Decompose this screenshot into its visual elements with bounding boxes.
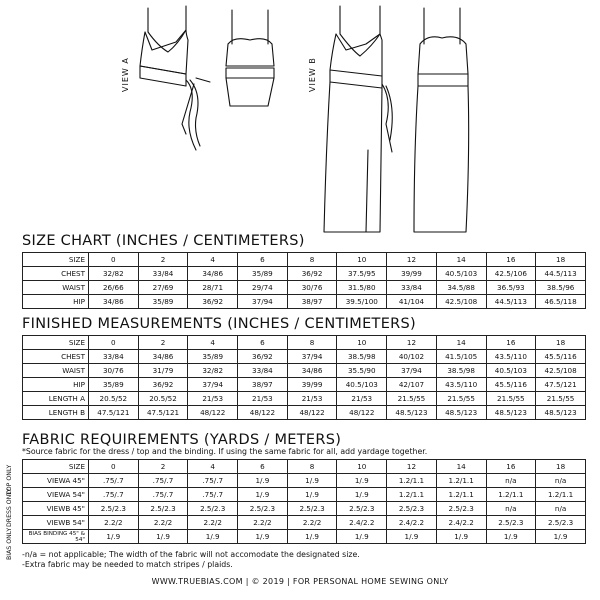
table-cell: 39/99 [387, 267, 437, 281]
table-row [23, 295, 586, 309]
table-row [23, 488, 586, 502]
table-cell: 2.5/2.3 [238, 502, 288, 516]
size-cell: 12 [387, 336, 437, 350]
table-cell: 1/.9 [486, 530, 536, 544]
table-cell: 21.5/55 [436, 392, 486, 406]
size-cell: 16 [486, 336, 536, 350]
table-cell: 40.5/103 [436, 267, 486, 281]
table-cell: 44.5/113 [536, 267, 586, 281]
row-label: CHEST [23, 350, 89, 364]
table-cell: 35/89 [188, 350, 238, 364]
table-cell: 42/107 [387, 378, 437, 392]
table-cell: 35/89 [89, 378, 139, 392]
table-cell: 42.5/108 [536, 364, 586, 378]
table-cell: 44.5/113 [486, 295, 536, 309]
table-cell: 2.2/2 [238, 516, 288, 530]
table-row [23, 378, 586, 392]
table-row [23, 350, 586, 364]
table-cell: 2.5/2.3 [536, 516, 586, 530]
table-cell: 32/82 [188, 364, 238, 378]
table-cell: 1.2/1.1 [536, 488, 586, 502]
table-cell: 37/94 [287, 350, 337, 364]
table-cell: 34.5/88 [436, 281, 486, 295]
view-a-back [226, 10, 274, 106]
table-cell: 37/94 [238, 295, 288, 309]
table-cell: 1/.9 [188, 530, 238, 544]
size-cell: 12 [387, 460, 437, 474]
table-cell: 36/92 [188, 295, 238, 309]
size-cell: 10 [337, 336, 387, 350]
fabric-title: FABRIC REQUIREMENTS (YARDS / METERS) [22, 432, 342, 448]
side-label-dress: DRESS ONLY [6, 488, 13, 527]
row-label: LENGTH B [23, 406, 89, 420]
table-cell: 34/86 [138, 350, 188, 364]
table-cell: 37.5/95 [337, 267, 387, 281]
table-cell: 42.5/108 [436, 295, 486, 309]
table-cell: 2.4/2.2 [337, 516, 387, 530]
table-cell: 1.2/1.1 [436, 474, 486, 488]
table-cell: 45.5/116 [486, 378, 536, 392]
table-cell: 48/122 [287, 406, 337, 420]
row-label: VIEWA 45" [23, 474, 89, 488]
table-cell: .75/.7 [89, 474, 139, 488]
size-cell: 6 [238, 460, 288, 474]
table-cell: n/a [486, 502, 536, 516]
row-label: HIP [23, 378, 89, 392]
table-cell: n/a [536, 474, 586, 488]
table-cell: 39.5/100 [337, 295, 387, 309]
table-cell: 43.5/110 [436, 378, 486, 392]
table-cell: 40/102 [387, 350, 437, 364]
size-cell: 0 [89, 253, 139, 267]
table-cell: .75/.7 [138, 488, 188, 502]
table-cell: 31.5/80 [337, 281, 387, 295]
table-cell: 21.5/55 [387, 392, 437, 406]
table-row [23, 392, 586, 406]
table-row [23, 460, 586, 474]
size-cell: 8 [287, 336, 337, 350]
table-cell: 21/53 [238, 392, 288, 406]
view-b-front [324, 6, 392, 232]
row-label: BIAS BINDING 45" & 54" [23, 530, 89, 544]
table-cell: 1.2/1.1 [387, 488, 437, 502]
table-cell: 48.5/123 [486, 406, 536, 420]
view-a-front [140, 6, 210, 150]
table-row [23, 267, 586, 281]
table-cell: 1/.9 [238, 530, 288, 544]
table-cell: 38.5/96 [536, 281, 586, 295]
table-cell: 2.2/2 [188, 516, 238, 530]
size-cell: 10 [337, 460, 387, 474]
table-cell: 38/97 [238, 378, 288, 392]
side-label-bias: BIAS ONLY [6, 527, 13, 560]
size-cell: 6 [238, 253, 288, 267]
row-label: VIEWB 54" [23, 516, 89, 530]
table-cell: 1/.9 [287, 530, 337, 544]
table-cell: 30/76 [89, 364, 139, 378]
table-cell: 39/99 [287, 378, 337, 392]
table-cell: 40.5/103 [337, 378, 387, 392]
table-cell: 1/.9 [536, 530, 586, 544]
row-label: VIEWB 45" [23, 502, 89, 516]
finished-title: FINISHED MEASUREMENTS (INCHES / CENTIMETERS) [22, 316, 416, 332]
table-row [23, 253, 586, 267]
size-cell: 8 [287, 460, 337, 474]
table-cell: 2.2/2 [89, 516, 139, 530]
table-cell: 2.5/2.3 [89, 502, 139, 516]
table-cell: 41/104 [387, 295, 437, 309]
footnote-na: -n/a = not applicable; The width of the fabric will not accomodate the designated size. [22, 550, 360, 559]
view-b-label: VIEW B [308, 57, 317, 92]
size-chart-title: SIZE CHART (INCHES / CENTIMETERS) [22, 233, 305, 249]
table-cell: 1/.9 [387, 530, 437, 544]
table-cell: 41.5/105 [436, 350, 486, 364]
table-cell: 21.5/55 [486, 392, 536, 406]
table-cell: 47.5/121 [89, 406, 139, 420]
table-cell: 21/53 [188, 392, 238, 406]
table-cell: 32/82 [89, 267, 139, 281]
size-cell: 8 [287, 253, 337, 267]
table-row [23, 406, 586, 420]
table-cell: 48.5/123 [436, 406, 486, 420]
size-cell: 18 [536, 253, 586, 267]
row-label: WAIST [23, 281, 89, 295]
table-cell: 43.5/110 [486, 350, 536, 364]
table-cell: 1/.9 [138, 530, 188, 544]
table-cell: n/a [536, 502, 586, 516]
table-cell: 45.5/116 [536, 350, 586, 364]
size-cell: 18 [536, 336, 586, 350]
size-cell: 14 [436, 336, 486, 350]
table-cell: 1/.9 [89, 530, 139, 544]
table-cell: 33/84 [387, 281, 437, 295]
table-row [23, 516, 586, 530]
table-cell: 2.4/2.2 [387, 516, 437, 530]
view-a-label: VIEW A [121, 57, 130, 92]
table-cell: 2.5/2.3 [486, 516, 536, 530]
table-cell: 28/71 [188, 281, 238, 295]
table-cell: 2.5/2.3 [387, 502, 437, 516]
table-cell: 27/69 [138, 281, 188, 295]
table-cell: 1.2/1.1 [486, 488, 536, 502]
table-cell: 2.5/2.3 [138, 502, 188, 516]
size-cell: 4 [188, 336, 238, 350]
table-row [23, 474, 586, 488]
row-label: WAIST [23, 364, 89, 378]
table-cell: 2.4/2.2 [436, 516, 486, 530]
size-header-label: SIZE [23, 336, 89, 350]
size-cell: 18 [536, 460, 586, 474]
table-cell: 36.5/93 [486, 281, 536, 295]
size-cell: 4 [188, 253, 238, 267]
garment-illustrations [0, 0, 600, 238]
table-cell: 1/.9 [287, 474, 337, 488]
table-cell: 46.5/118 [536, 295, 586, 309]
table-cell: 38.5/98 [337, 350, 387, 364]
table-cell: 33/84 [238, 364, 288, 378]
table-cell: 34/86 [287, 364, 337, 378]
table-cell: 48.5/123 [536, 406, 586, 420]
table-cell: .75/.7 [89, 488, 139, 502]
table-cell: 26/66 [89, 281, 139, 295]
table-cell: 48/122 [238, 406, 288, 420]
fabric-table [22, 459, 586, 544]
table-cell: 37/94 [387, 364, 437, 378]
size-chart-table [22, 252, 586, 309]
size-cell: 16 [486, 253, 536, 267]
size-cell: 12 [387, 253, 437, 267]
table-cell: 37/94 [188, 378, 238, 392]
footer-text: WWW.TRUEBIAS.COM | © 2019 | FOR PERSONAL HOME SEWING ONLY [151, 577, 449, 586]
size-cell: 2 [138, 460, 188, 474]
table-cell: 38/97 [287, 295, 337, 309]
table-cell: .75/.7 [188, 488, 238, 502]
table-row [23, 364, 586, 378]
table-cell: 1/.9 [238, 474, 288, 488]
table-cell: 2.5/2.3 [337, 502, 387, 516]
table-cell: n/a [486, 474, 536, 488]
table-cell: 1/.9 [337, 530, 387, 544]
size-cell: 0 [89, 336, 139, 350]
size-header-label: SIZE [23, 460, 89, 474]
table-cell: 48.5/123 [387, 406, 437, 420]
table-cell: 42.5/106 [486, 267, 536, 281]
table-cell: 2.5/2.3 [436, 502, 486, 516]
row-label: LENGTH A [23, 392, 89, 406]
footnote-stripes: -Extra fabric may be needed to match stripes / plaids. [22, 560, 233, 569]
table-cell: 1/.9 [337, 488, 387, 502]
size-cell: 14 [436, 460, 486, 474]
table-cell: 1/.9 [337, 474, 387, 488]
table-cell: 36/92 [138, 378, 188, 392]
table-cell: 2.5/2.3 [287, 502, 337, 516]
table-cell: 1.2/1.1 [387, 474, 437, 488]
size-cell: 6 [238, 336, 288, 350]
table-row [23, 502, 586, 516]
table-cell: 1/.9 [238, 488, 288, 502]
table-cell: 36/92 [238, 350, 288, 364]
table-cell: 1/.9 [287, 488, 337, 502]
row-label: CHEST [23, 267, 89, 281]
table-cell: 33/84 [138, 267, 188, 281]
row-label: HIP [23, 295, 89, 309]
table-cell: 35/89 [138, 295, 188, 309]
table-cell: .75/.7 [138, 474, 188, 488]
table-cell: 48/122 [188, 406, 238, 420]
table-cell: 21.5/55 [536, 392, 586, 406]
table-cell: 34/86 [89, 295, 139, 309]
side-label-top: TOP ONLY [6, 464, 13, 495]
table-cell: 21/53 [337, 392, 387, 406]
table-cell: 33/84 [89, 350, 139, 364]
size-cell: 0 [89, 460, 139, 474]
table-row [23, 336, 586, 350]
table-cell: 40.5/103 [486, 364, 536, 378]
size-cell: 10 [337, 253, 387, 267]
table-cell: 1.2/1.1 [436, 488, 486, 502]
table-cell: 36/92 [287, 267, 337, 281]
table-cell: 2.2/2 [287, 516, 337, 530]
finished-table [22, 335, 586, 420]
table-cell: 38.5/98 [436, 364, 486, 378]
table-cell: 35/89 [238, 267, 288, 281]
table-cell: 47.5/121 [536, 378, 586, 392]
size-header-label: SIZE [23, 253, 89, 267]
view-b-back [414, 8, 469, 232]
size-cell: 16 [486, 460, 536, 474]
size-cell: 4 [188, 460, 238, 474]
table-cell: .75/.7 [188, 474, 238, 488]
size-cell: 14 [436, 253, 486, 267]
table-cell: 29/74 [238, 281, 288, 295]
table-cell: 31/79 [138, 364, 188, 378]
table-cell: 21/53 [287, 392, 337, 406]
table-cell: 48/122 [337, 406, 387, 420]
table-cell: 2.5/2.3 [188, 502, 238, 516]
table-cell: 20.5/52 [138, 392, 188, 406]
table-cell: 47.5/121 [138, 406, 188, 420]
table-cell: 30/76 [287, 281, 337, 295]
row-label: VIEWA 54" [23, 488, 89, 502]
fabric-note: *Source fabric for the dress / top and the binding. If using the same fabric for all, add yardage together. [22, 447, 428, 456]
table-cell: 2.2/2 [138, 516, 188, 530]
size-cell: 2 [138, 336, 188, 350]
table-cell: 35.5/90 [337, 364, 387, 378]
table-cell: 34/86 [188, 267, 238, 281]
table-cell: 20.5/52 [89, 392, 139, 406]
table-cell: 1/.9 [436, 530, 486, 544]
table-row [23, 281, 586, 295]
size-cell: 2 [138, 253, 188, 267]
table-row [23, 530, 586, 544]
